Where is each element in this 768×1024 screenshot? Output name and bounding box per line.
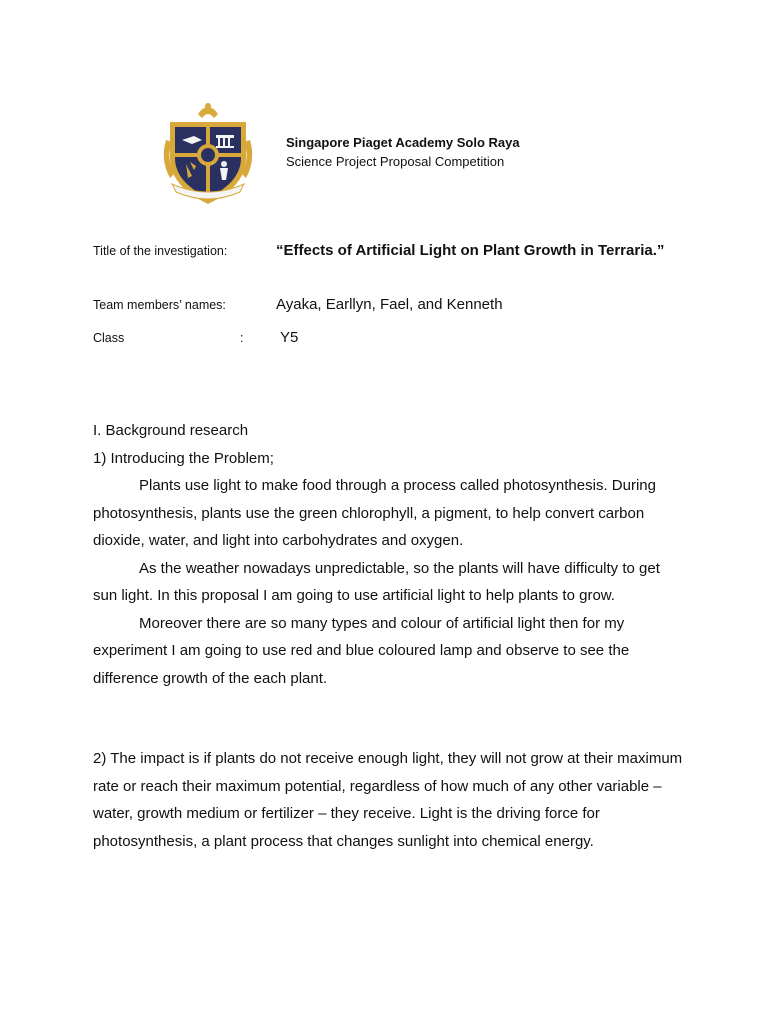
- paragraph: 2) The impact is if plants do not receive enough light, they will not grow at their maximum rate or reach their maximum potential, regardless of how much of any other variable – water, growth medium or fertilizer – they receive. Light is the driving force for photosynthesis, a plant process that changes sunlight into chemical energy.: [93, 750, 683, 850]
- paragraph: Moreover there are so many types and colour of artificial light then for my experiment I am going to use red and blue coloured lamp and observe to see the difference growth of the each plant.: [93, 614, 630, 687]
- title-value: “Effects of Artificial Light on Plant Growth in Terraria.”: [276, 242, 665, 259]
- class-value: Y5: [280, 329, 299, 346]
- team-value: Ayaka, Earllyn, Fael, and Kenneth: [276, 296, 503, 313]
- impact-section: [93, 745, 683, 855]
- section-heading: I. Background research: [93, 422, 249, 439]
- paragraph: As the weather nowadays unpredictable, so the plants will have difficulty to get sun light. In this proposal I am going to use artificial light to help plants to grow.: [93, 559, 660, 604]
- class-label: Class: [93, 331, 125, 345]
- section-subheading: 1) Introducing the Problem;: [93, 449, 274, 467]
- school-crest-icon: [160, 100, 256, 208]
- title-label: Title of the investigation:: [93, 244, 228, 258]
- competition-name: Science Project Proposal Competition: [286, 154, 505, 169]
- class-colon: :: [240, 331, 244, 345]
- school-name: Singapore Piaget Academy Solo Raya: [286, 135, 520, 150]
- team-label: Team members’ names:: [93, 298, 226, 312]
- paragraph: Plants use light to make food through a process called photosynthesis. During photosynthesis, plants use the green chlorophyll, a pigment, to help convert carbon dioxide, water, and light into carbohydrates and oxygen.: [93, 477, 656, 549]
- background-research-section: [93, 417, 683, 692]
- school-header: [286, 134, 520, 170]
